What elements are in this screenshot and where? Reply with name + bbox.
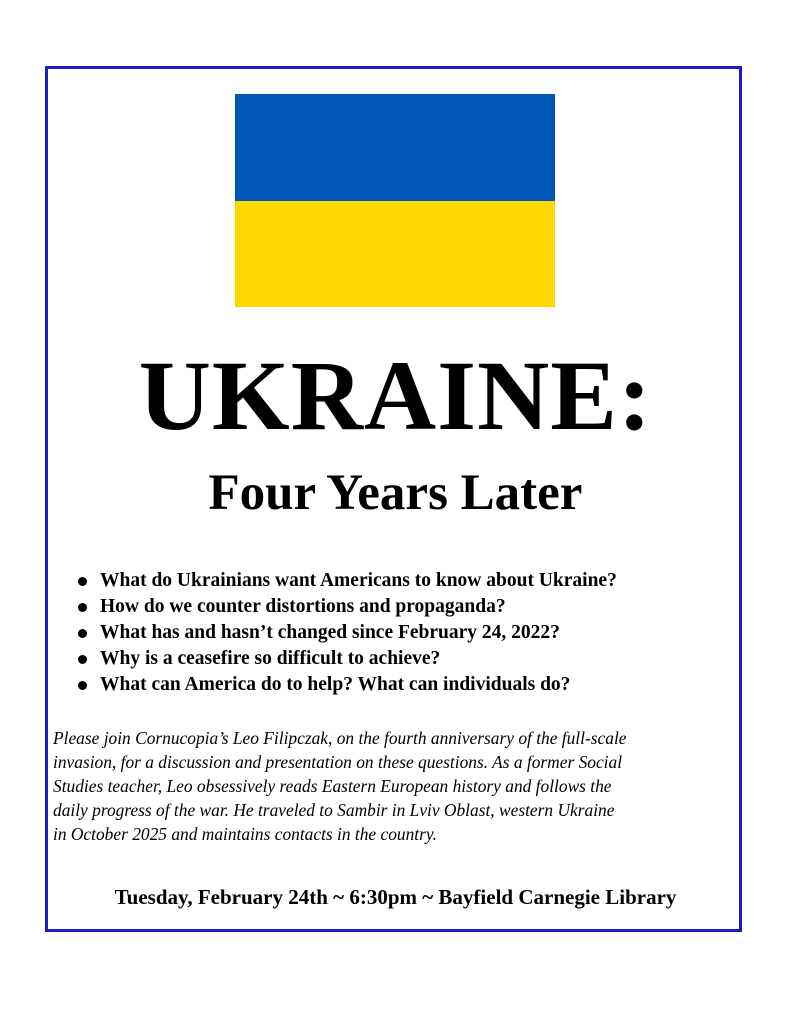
question-text: What can America do to help? What can individuals do? [100,674,571,695]
question-text: Why is a ceasefire so difficult to achieve? [100,648,441,669]
question-item [78,594,748,620]
description-line: Studies teacher, Leo obsessively reads Eastern European history and follows the [53,776,612,796]
flag-yellow-stripe [235,201,555,307]
question-text: How do we counter distortions and propaganda? [100,596,506,617]
question-item [78,620,748,646]
question-item [78,646,748,672]
bullet-icon [78,655,87,664]
poster-title: UKRAINE: [138,340,653,451]
description-line: in October 2025 and maintains contacts in the country. [53,824,438,844]
description-line: invasion, for a discussion and presentation on these questions. As a former Social [53,752,623,772]
question-list [78,568,748,698]
event-details: Tuesday, February 24th ~ 6:30pm ~ Bayfield Carnegie Library [114,885,677,909]
description-line: Please join Cornucopia’s Leo Filipczak, on the fourth anniversary of the full-scale [53,728,627,748]
bullet-icon [78,577,87,586]
event-description [53,726,743,846]
question-text: What has and hasn’t changed since February 24, 2022? [100,622,560,643]
description-line: daily progress of the war. He traveled to Sambir in Lviv Oblast, western Ukraine [53,800,615,820]
bullet-icon [78,681,87,690]
bullet-icon [78,629,87,638]
ukraine-flag [235,94,555,307]
question-item [78,672,748,698]
question-item [78,568,748,594]
poster-subtitle: Four Years Later [208,465,583,521]
flag-blue-stripe [235,94,555,201]
question-text: What do Ukrainians want Americans to know about Ukraine? [100,570,617,591]
bullet-icon [78,603,87,612]
